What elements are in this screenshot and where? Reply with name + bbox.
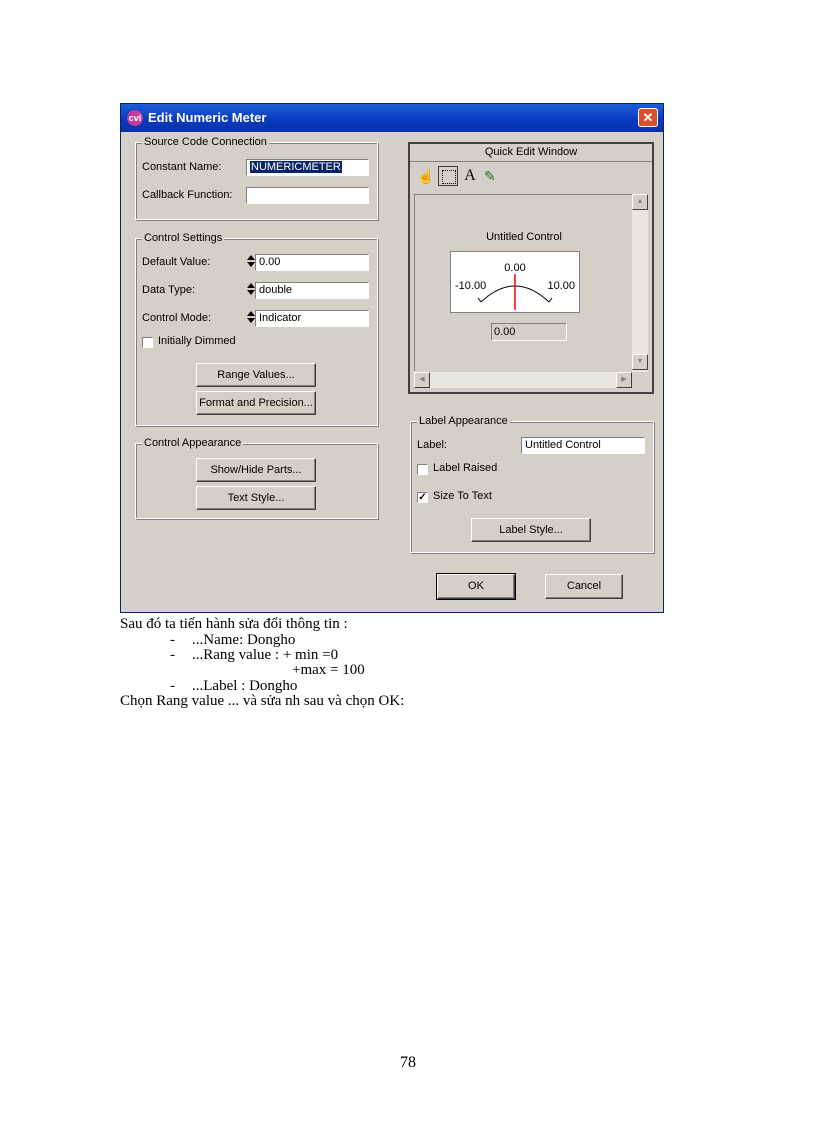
group-legend: Source Code Connection [144,136,267,148]
meter-digital-display: 0.00 [491,323,567,341]
quick-edit-title: Quick Edit Window [410,144,652,162]
callback-function-input[interactable] [246,187,369,204]
constant-name-input[interactable] [246,159,369,176]
group-legend: Control Settings [144,232,223,244]
close-icon[interactable]: ✕ [638,108,658,127]
doc-bullet-name: ...Name: Dongho [192,632,296,648]
doc-bullet-range: ...Rang value : + min =0 [192,647,339,663]
control-label-preview: Untitled Control [486,231,562,243]
callback-function-label: Callback Function: [142,189,233,201]
meter-min-label: -10.00 [455,280,487,292]
range-values-button[interactable]: Range Values... [196,363,316,387]
control-mode-select[interactable]: Indicator [255,310,369,327]
quick-edit-horizontal-scrollbar[interactable] [414,372,632,388]
doc-instruction-line: Chọn Rang value ... và sửa nh sau và chọn OK: [120,693,405,709]
quick-edit-canvas [414,194,633,371]
size-to-text-label: Size To Text [433,490,492,502]
group-legend: Control Appearance [144,437,242,449]
operate-hand-icon[interactable]: ☝ [417,168,435,184]
edit-numeric-meter-dialog [120,103,664,613]
numeric-meter[interactable] [450,251,580,313]
source-code-connection-group [135,136,378,220]
constant-name-value: NUMERICMETER [251,161,341,173]
scroll-left-icon[interactable]: ◀ [414,372,430,388]
meter-tick-max [549,298,552,302]
size-to-text-checkbox[interactable] [417,492,428,503]
scroll-down-icon[interactable]: ▼ [632,354,648,370]
data-type-select[interactable]: double [255,282,369,299]
ok-button[interactable]: OK [437,574,515,599]
doc-bullet-dash: - [170,678,175,694]
check-mark-icon: ✓ [418,492,427,503]
scroll-right-icon[interactable]: ▶ [616,372,632,388]
default-value-label: Default Value: [142,256,211,268]
text-style-button[interactable]: Text Style... [196,486,316,510]
control-mode-spinner[interactable] [246,310,255,326]
initially-dimmed-checkbox[interactable] [142,337,153,348]
dialog-title: Edit Numeric Meter [148,110,267,125]
data-type-spinner[interactable] [246,282,255,298]
label-raised-checkbox[interactable] [417,464,428,475]
quick-edit-toolbar [414,166,650,190]
initially-dimmed-label: Initially Dimmed [158,335,236,347]
label-raised-label: Label Raised [433,462,498,474]
control-mode-label: Control Mode: [142,312,212,324]
constant-name-label: Constant Name: [142,161,222,173]
text-tool-icon[interactable]: A [464,167,476,184]
label-field-label: Label: [417,439,447,451]
select-tool-icon[interactable] [438,166,458,186]
format-and-precision-button[interactable]: Format and Precision... [196,391,316,415]
show-hide-parts-button[interactable]: Show/Hide Parts... [196,458,316,482]
default-value-input[interactable]: 0.00 [255,254,369,271]
cancel-button[interactable]: Cancel [545,574,623,599]
scroll-up-icon[interactable]: ▲ [632,194,648,210]
default-value-spinner[interactable] [246,254,255,270]
color-brush-icon[interactable]: ✎ [484,168,496,184]
label-input[interactable]: Untitled Control [521,437,645,454]
cvi-app-icon: cvi [127,110,143,126]
doc-bullet-label: ...Label : Dongho [192,678,298,694]
title-bar[interactable] [121,104,663,132]
doc-intro-line: Sau đó ta tiến hành sửa đổi thông tin : [120,616,348,632]
quick-edit-vertical-scrollbar[interactable] [632,194,648,372]
doc-bullet-dash: - [170,632,175,648]
meter-mid-label: 0.00 [504,262,526,274]
quick-edit-window [408,142,654,394]
group-legend: Label Appearance [419,415,508,427]
meter-tick-min [478,298,481,302]
label-style-button[interactable]: Label Style... [471,518,591,542]
doc-bullet-range-max: +max = 100 [292,662,365,678]
page-number: 78 [400,1054,416,1071]
select-rect-icon [442,170,456,184]
data-type-label: Data Type: [142,284,195,296]
doc-bullet-dash: - [170,647,175,663]
meter-max-label: 10.00 [547,280,575,292]
